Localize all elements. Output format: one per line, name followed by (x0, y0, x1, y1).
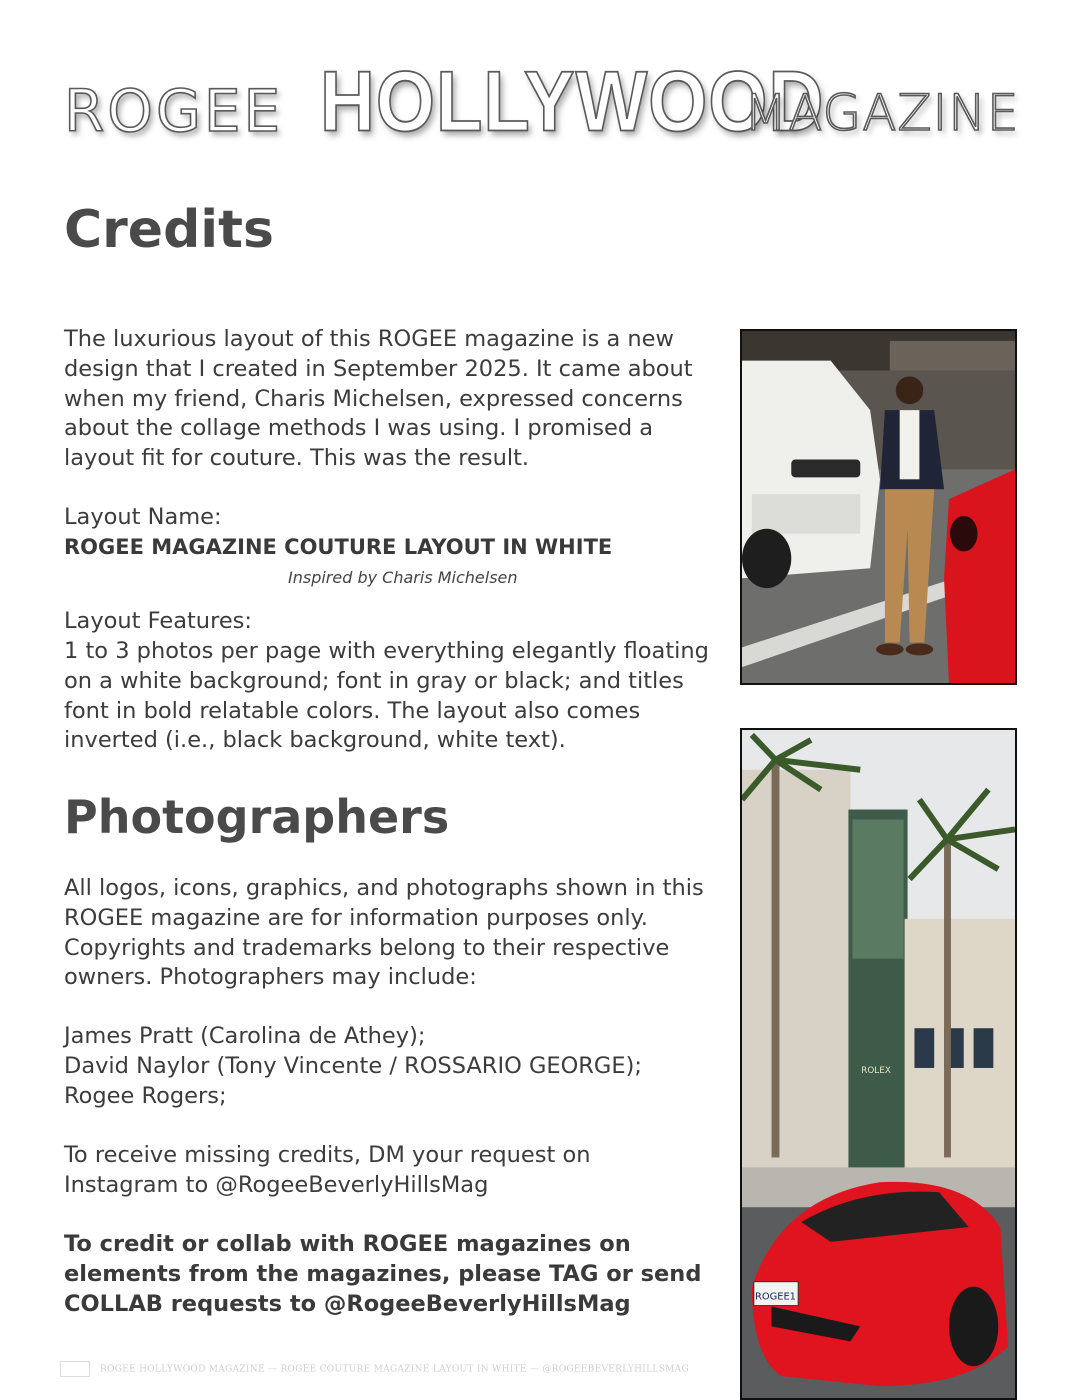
photographers-title: Photographers (64, 790, 450, 844)
masthead-hollywood: HOLLYWOOD (320, 54, 825, 150)
missing-credits-note: To receive missing credits, DM your request on Instagram to @RogeeBeverlyHillsMag (64, 1142, 591, 1198)
photographers-disclaimer: All logos, icons, graphics, and photographs shown in this ROGEE magazine are for information purposes only. Copyrights and trademarks belong to their respective owners. Photographers may include: (64, 875, 704, 991)
photo-man-with-cars (740, 329, 1017, 685)
photo-red-sports-car-image (742, 730, 1015, 1398)
masthead-rogee: ROGEE (64, 77, 284, 145)
collab-note: To credit or collab with ROGEE magazines on elements from the magazines, please TAG or send COLLAB requests to @RogeeBeverlyHillsMag (64, 1231, 702, 1317)
photo-man-with-cars-image (742, 331, 1015, 683)
photo-red-sports-car (740, 728, 1017, 1400)
photographer-name: Rogee Rogers; (64, 1082, 227, 1109)
photographer-list (64, 1022, 712, 1111)
layout-name: ROGEE MAGAZINE COUTURE LAYOUT IN WHITE (64, 535, 613, 559)
photographer-name: David Naylor (Tony Vincente / ROSSARIO GEORGE); (64, 1052, 642, 1079)
credits-title: Credits (64, 200, 274, 260)
page-footer (60, 1361, 689, 1377)
footer-text: ROGEE HOLLYWOOD MAGAZINE — ROGEE COUTURE MAGAZINE LAYOUT IN WHITE — @ROGEEBEVERLYHILLSMAG (100, 1364, 689, 1375)
credits-intro: The luxurious layout of this ROGEE magazine is a new design that I created in September 2025. It came about when my friend, Charis Michelsen, expressed concerns about the collage methods I was using. I promised a layout fit for couture. This was the result. (64, 326, 693, 472)
layout-features: 1 to 3 photos per page with everything elegantly floating on a white background; font in gray or black; and titles font in bold relatable colors. The layout also comes inverted (i.e., black background, white text). (64, 638, 709, 754)
masthead-magazine: MAGAZINE (744, 84, 1020, 142)
inspired-by: Inspired by Charis Michelsen (288, 568, 518, 587)
rolex-sign: ROLEX (861, 1065, 891, 1076)
license-plate: ROGEE1 (755, 1291, 796, 1303)
footer-logo-icon (60, 1361, 90, 1377)
photographer-name: James Pratt (Carolina de Athey); (64, 1023, 426, 1049)
layout-features-label: Layout Features: (64, 608, 252, 634)
masthead (0, 56, 1080, 156)
layout-name-label: Layout Name: (64, 504, 222, 530)
